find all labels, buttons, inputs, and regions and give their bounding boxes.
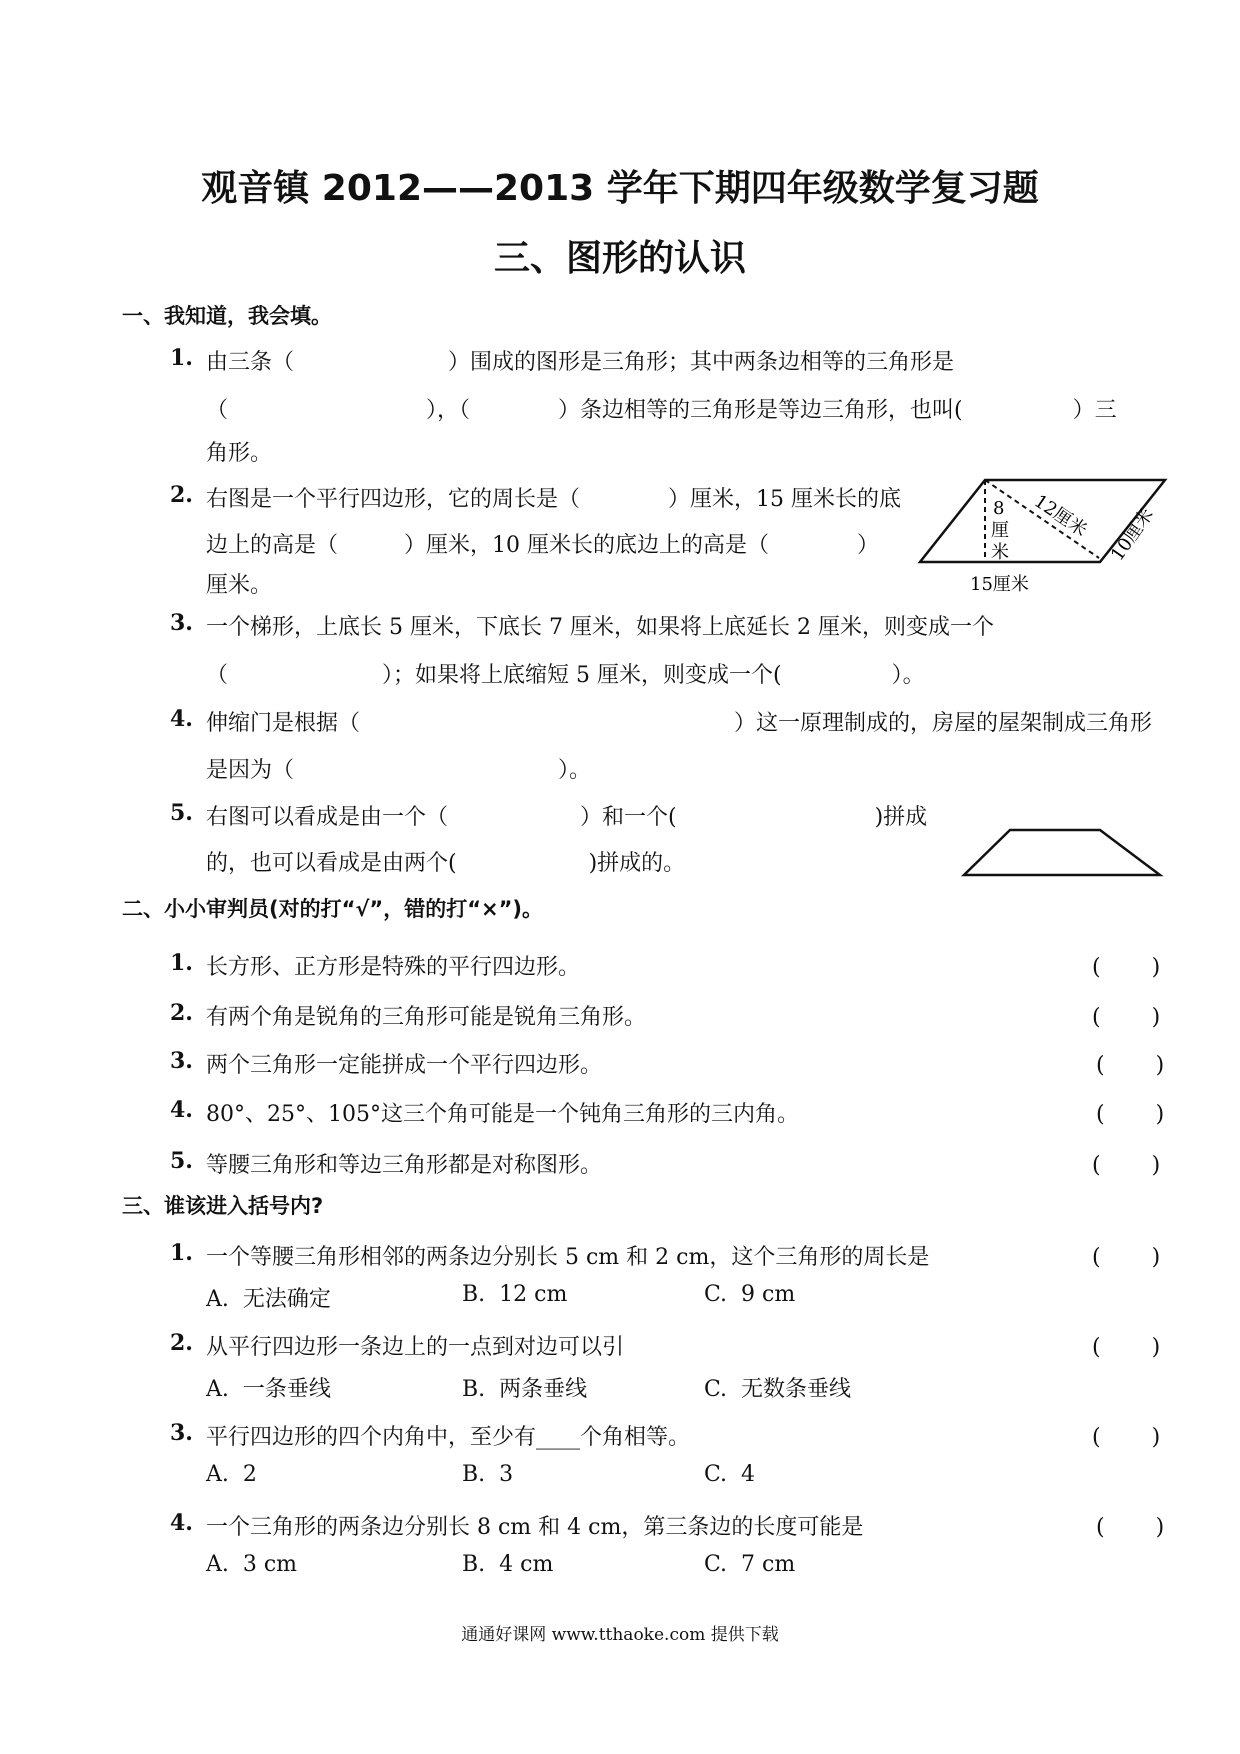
- option-c: C. 7 cm: [704, 1552, 796, 1577]
- question-text: 是因为（ ）。: [206, 758, 592, 783]
- trapezoid-figure: [960, 820, 1170, 880]
- option-b: B. 4 cm: [462, 1552, 554, 1577]
- height-label-unit: 厘: [991, 520, 1009, 541]
- page-subtitle: 三、图形的认识: [493, 238, 746, 279]
- option-a: A. 3 cm: [206, 1552, 298, 1577]
- question-text: 一个梯形，上底长 5 厘米，下底长 7 厘米，如果将上底延长 2 厘米，则变成一个: [206, 615, 994, 640]
- height-label: 8: [993, 498, 1005, 519]
- question-text: 边上的高是（ ）厘米，10 厘米长的底边上的高是（ ）: [206, 533, 879, 558]
- question-text: 一个三角形的两条边分别长 8 cm 和 4 cm，第三条边的长度可能是: [206, 1515, 864, 1540]
- answer-bracket: ( ): [1096, 1053, 1165, 1078]
- question-text: 一个等腰三角形相邻的两条边分别长 5 cm 和 2 cm，这个三角形的周长是: [206, 1245, 930, 1270]
- question-number: 5.: [170, 1148, 193, 1174]
- option-b: B. 两条垂线: [462, 1377, 588, 1402]
- question-text: 右图是一个平行四边形，它的周长是（ ）厘米，15 厘米长的底: [206, 487, 901, 512]
- height-label-unit: 米: [991, 542, 1009, 563]
- question-text: 角形。: [206, 441, 273, 466]
- answer-bracket: ( ): [1092, 1153, 1161, 1178]
- question-text: 的，也可以看成是由两个( )拼成的。: [206, 851, 686, 876]
- option-b: B. 3: [462, 1462, 514, 1487]
- section-heading-3: 三、谁该进入括号内?: [122, 1194, 324, 1218]
- base-label: 15厘米: [970, 574, 1029, 595]
- statement-text: 等腰三角形和等边三角形都是对称图形。: [206, 1153, 603, 1178]
- option-b: B. 12 cm: [462, 1282, 568, 1307]
- question-text: 平行四边形的四个内角中，至少有____个角相等。: [206, 1425, 691, 1450]
- diagonal-height-label: 12厘米: [1030, 490, 1091, 542]
- question-number: 4.: [170, 1510, 193, 1536]
- question-number: 4.: [170, 1097, 193, 1123]
- option-a: A. 一条垂线: [206, 1377, 331, 1402]
- question-text: 从平行四边形一条边上的一点到对边可以引: [206, 1335, 625, 1360]
- question-text: 由三条（ ）围成的图形是三角形；其中两条边相等的三角形是: [206, 350, 955, 375]
- question-text: （ ），（ ）条边相等的三角形是等边三角形，也叫( ）三: [206, 398, 1117, 423]
- trapezoid-shape: [964, 830, 1160, 875]
- statement-text: 两个三角形一定能拼成一个平行四边形。: [206, 1053, 603, 1078]
- section-heading-2: 二、小小审判员(对的打“√”，错的打“×”)。: [122, 897, 544, 921]
- answer-bracket: ( ): [1092, 1245, 1161, 1270]
- answer-bracket: ( ): [1092, 1005, 1161, 1030]
- answer-bracket: ( ): [1096, 1515, 1165, 1540]
- question-number: 3.: [170, 1420, 193, 1446]
- question-number: 2.: [170, 1330, 193, 1356]
- statement-text: 80°、25°、105°这三个角可能是一个钝角三角形的三内角。: [206, 1102, 799, 1127]
- question-number: 3.: [170, 610, 193, 636]
- footer-text: 通通好课网 www.tthaoke.com 提供下载: [461, 1625, 779, 1645]
- question-text: 右图可以看成是由一个（ ）和一个( )拼成: [206, 805, 928, 830]
- option-c: C. 无数条垂线: [704, 1377, 852, 1402]
- question-number: 4.: [170, 706, 193, 732]
- question-text: 厘米。: [206, 573, 273, 598]
- answer-bracket: ( ): [1092, 1335, 1161, 1360]
- parallelogram-figure: [915, 470, 1175, 600]
- statement-text: 有两个角是锐角的三角形可能是锐角三角形。: [206, 1005, 647, 1030]
- question-number: 2.: [170, 1000, 193, 1026]
- side-label: 10厘米: [1106, 504, 1158, 565]
- question-number: 3.: [170, 1048, 193, 1074]
- answer-bracket: ( ): [1092, 955, 1161, 980]
- page-title: 观音镇 2012——2013 学年下期四年级数学复习题: [201, 168, 1039, 209]
- question-number: 1.: [170, 345, 193, 371]
- option-a: A. 2: [206, 1462, 257, 1487]
- section-heading-1: 一、我知道，我会填。: [122, 304, 332, 328]
- option-a: A. 无法确定: [206, 1287, 331, 1312]
- question-text: 伸缩门是根据（ ）这一原理制成的，房屋的屋架制成三角形: [206, 711, 1153, 736]
- question-text: （ ）；如果将上底缩短 5 厘米，则变成一个( ）。: [206, 663, 925, 688]
- option-c: C. 9 cm: [704, 1282, 796, 1307]
- answer-bracket: ( ): [1092, 1425, 1161, 1450]
- question-number: 5.: [170, 800, 193, 826]
- question-number: 2.: [170, 482, 193, 508]
- question-number: 1.: [170, 1240, 193, 1266]
- question-number: 1.: [170, 950, 193, 976]
- answer-bracket: ( ): [1096, 1102, 1165, 1127]
- option-c: C. 4: [704, 1462, 756, 1487]
- statement-text: 长方形、正方形是特殊的平行四边形。: [206, 955, 581, 980]
